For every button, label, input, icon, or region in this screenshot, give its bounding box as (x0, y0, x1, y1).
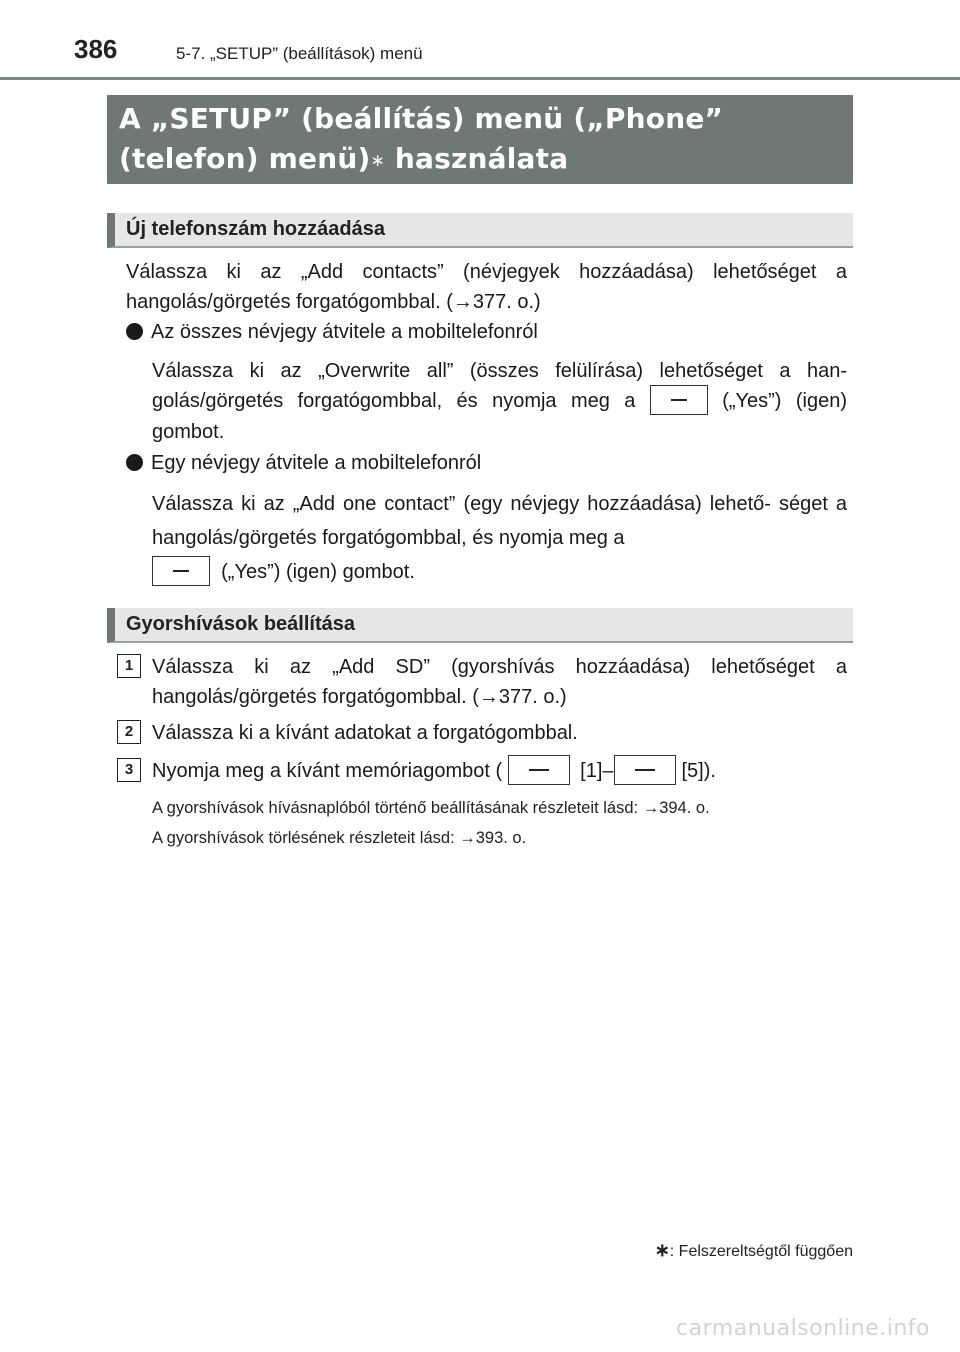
bullet-paragraph (152, 487, 847, 589)
bullet-text-after: („Yes”) (igen) gombot. (152, 390, 847, 443)
step-number: 3 (117, 758, 141, 782)
title-line-2 (119, 139, 843, 179)
step-number: 2 (117, 720, 141, 744)
bullet-item (126, 448, 481, 478)
page-number: 386 (74, 34, 118, 64)
bullet-text-before: Válassza ki az „Overwrite all” (összes felülírása) lehetőséget a han- golás/görgetés forgatógombbal, és nyomja meg a (152, 360, 847, 412)
button-icon (650, 385, 708, 415)
title-line-2-a: (telefon) menü) (119, 142, 371, 175)
bullet-heading: Egy névjegy átvitele a mobiltelefonról (151, 452, 482, 474)
step-text-b: [1]– (580, 760, 614, 782)
footnote (655, 1240, 853, 1261)
bullet-icon (126, 323, 143, 340)
title-asterisk: ∗ (370, 151, 385, 171)
section-heading-new-number (107, 213, 853, 248)
step-text-c: [5]). (681, 760, 716, 782)
step-text: Válassza ki az „Add SD” (gyorshívás hozzáadása) lehetőséget a hangolás/görgetés forgatógombbal. (→377. o.) (152, 656, 847, 708)
section-heading-text: Gyorshívások beállítása (126, 613, 356, 635)
page-title (107, 95, 853, 184)
step-text (152, 756, 847, 787)
bullet-paragraph (152, 356, 847, 447)
note-text: A gyorshívások törlésének részleteit lásd: →393. o. (152, 829, 527, 847)
title-line-2-b: használata (384, 142, 569, 175)
button-icon (508, 755, 570, 785)
step-text-a: Nyomja meg a kívánt memóriagombot ( (152, 760, 503, 782)
asterisk-icon: ∗ (654, 1240, 670, 1260)
bullet-item (126, 317, 538, 347)
header-rule (0, 77, 960, 80)
bullet-text-before: Válassza ki az „Add one contact” (egy névjegy hozzáadása) lehető- séget a hangolás/görgetés forgatógombbal, és nyomja meg a (152, 493, 847, 549)
section-heading-speed-dial (107, 608, 853, 643)
section-path: 5-7. „SETUP” (beállítások) menü (176, 44, 423, 63)
button-icon (614, 755, 676, 785)
intro-paragraph: Válassza ki az „Add contacts” (névjegyek hozzáadása) lehetőséget a hangolás/görgetés forgatógombbal. (→377. o.) (126, 261, 847, 313)
watermark: carmanualsonline.info (676, 1316, 930, 1341)
section-heading-text: Új telefonszám hozzáadása (126, 218, 385, 240)
note-text: A gyorshívások hívásnaplóból történő beállításának részleteit lásd: →394. o. (152, 799, 710, 817)
button-icon (152, 556, 210, 586)
step-text: Válassza ki a kívánt adatokat a forgatógombbal. (152, 722, 578, 744)
step-number: 1 (117, 654, 141, 678)
bullet-heading: Az összes névjegy átvitele a mobiltelefonról (151, 321, 538, 343)
bullet-text-after: („Yes”) (igen) gombot. (221, 561, 415, 583)
bullet-icon (126, 454, 143, 471)
footnote-text: : Felszereltségtől függően (669, 1243, 853, 1260)
title-line-1: A „SETUP” (beállítás) menü („Phone” (119, 102, 724, 135)
